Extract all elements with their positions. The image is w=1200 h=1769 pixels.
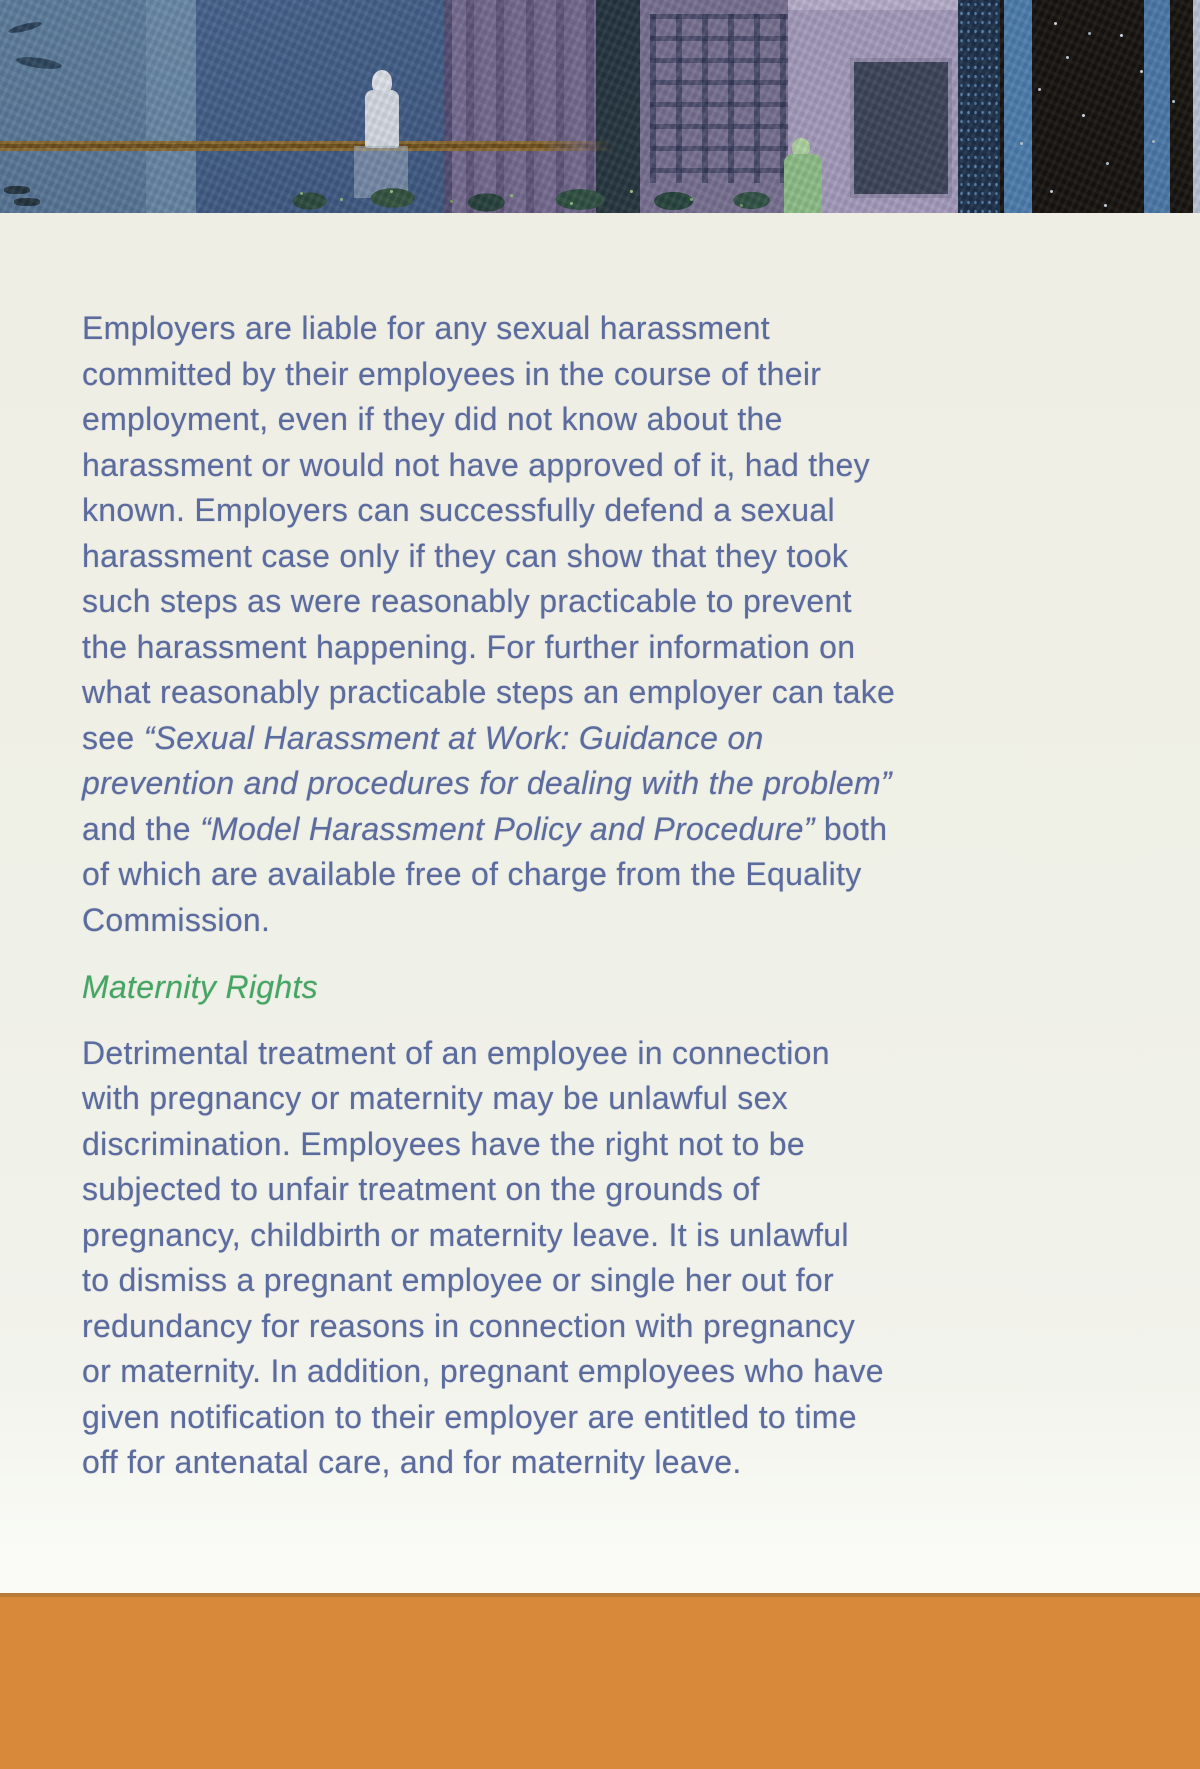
photo-foliage-speckles [300, 192, 303, 195]
text-line [82, 397, 1200, 443]
text-run: given notification to their employer are entitled to time [82, 1398, 857, 1435]
text-line [82, 1213, 1200, 1259]
text-line [82, 352, 1200, 398]
text-run: such steps as were reasonably practicable to prevent [82, 583, 852, 619]
text-run: both [814, 810, 888, 847]
filmstrip-blue-stripe-2 [1144, 0, 1170, 213]
photo-monument-window [850, 58, 952, 198]
filmstrip-speckled-stripe [958, 0, 1000, 213]
text-line [82, 1440, 1200, 1486]
text-line [82, 716, 1200, 762]
text-run: known. Employers can successfully defend a sexual [82, 492, 835, 528]
photo-tree-band [596, 0, 644, 213]
photo-dark-filmstrip [958, 0, 1200, 213]
text-line [82, 1076, 1200, 1122]
text-line [82, 852, 1200, 898]
text-run: what reasonably practicable steps an employer can take [82, 674, 896, 710]
text-run: committed by their employees in the course of their [82, 355, 822, 392]
text-run: and the [82, 810, 201, 847]
footer-orange-band [0, 1593, 1200, 1769]
text-run: of which are available free of charge from the Equality [82, 856, 862, 892]
white-statue-icon [365, 90, 399, 148]
filmstrip-blue-stripe-1 [1004, 0, 1032, 213]
text-line [82, 898, 1200, 944]
text-line [82, 670, 1200, 716]
text-line [82, 1031, 1200, 1077]
filmstrip-light-edge [1193, 0, 1200, 213]
text-line [82, 306, 1200, 352]
text-line [82, 579, 1200, 625]
text-line [82, 488, 1200, 534]
header-photo-banner [0, 0, 1200, 213]
text-run: Detrimental treatment of an employee in connection [82, 1034, 830, 1071]
photo-foliage-strip [268, 183, 788, 213]
text-line [82, 1258, 1200, 1304]
text-line [82, 443, 1200, 489]
text-run: off for antenatal care, and for maternity leave. [82, 1444, 742, 1480]
text-line [82, 1167, 1200, 1213]
text-run: to dismiss a pregnant employee or single her out for [82, 1262, 834, 1298]
body-content [0, 213, 1200, 1486]
italic-text-run: “Sexual Harassment at Work: Guidance on [143, 719, 764, 756]
text-run: employment, even if they did not know about the [82, 401, 783, 437]
text-run: harassment case only if they can show that they took [82, 537, 849, 574]
text-line [82, 1304, 1200, 1350]
italic-text-run: “Model Harassment Policy and Procedure” [200, 810, 815, 847]
text-run: harassment or would not have approved of it, had they [82, 446, 870, 483]
italic-text-run: prevention and procedures for dealing with the problem” [82, 765, 892, 801]
text-run: subjected to unfair treatment on the grounds of [82, 1171, 760, 1207]
text-line [82, 807, 1200, 853]
photo-rail-line [0, 141, 614, 151]
text-line [82, 1349, 1200, 1395]
text-line [82, 625, 1200, 671]
text-line [82, 761, 1200, 807]
text-run: redundancy for reasons in connection with pregnancy [82, 1307, 856, 1344]
paragraph-maternity-rights [82, 1031, 1200, 1486]
paragraph-employer-liability [82, 306, 1200, 943]
green-statue-icon [784, 154, 822, 213]
text-run: pregnancy, childbirth or maternity leave. It is unlawful [82, 1216, 849, 1253]
text-run: the harassment happening. For further information on [82, 628, 856, 665]
heading-maternity-rights: Maternity Rights [82, 969, 318, 1005]
photo-bottom-specks [4, 186, 30, 194]
text-run: or maternity. In addition, pregnant employees who have [82, 1353, 884, 1389]
photo-building-facade [640, 0, 800, 213]
photo-facade-windows [650, 14, 792, 183]
text-run: discrimination. Employees have the right not to be [82, 1125, 805, 1162]
text-line [82, 1122, 1200, 1168]
filmstrip-speckle-dots [1054, 22, 1057, 25]
text-line [82, 534, 1200, 580]
text-run: with pregnancy or maternity may be unlawful sex [82, 1080, 788, 1116]
text-run: Employers are liable for any sexual harassment [82, 310, 770, 346]
text-line [82, 1395, 1200, 1441]
photo-colonnade [452, 0, 602, 213]
text-run: see [82, 719, 144, 756]
photo-mid-wall [196, 0, 452, 213]
text-run: Commission. [82, 901, 271, 938]
